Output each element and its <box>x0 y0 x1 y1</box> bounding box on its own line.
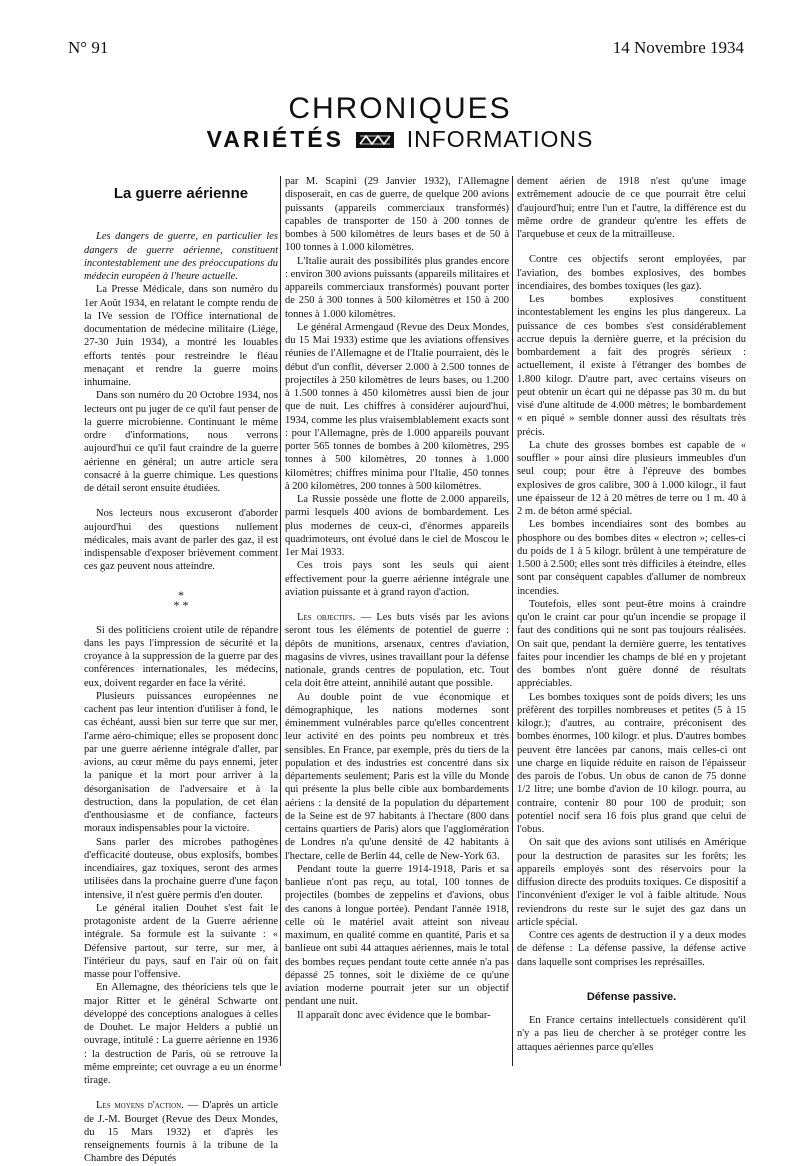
paragraph: Pendant toute la guerre 1914-1918, Paris et sa banlieue n'ont pas reçu, au total, 100 tonnes de projectiles (bombes de zeppelins et d'avions, obus des canons à longue portée). Pendant l'année 1918, celle où le matériel avait atteint son niveau maximum, en qualité comme en quantité, Paris et sa banlieue ont subi 44 attaques aériennes, mais le total des bombes reçues pendant toute cette année n'a pas dépassé 25 tonnes, soit le dixième de ce qu'une aviation moderne pourrait jeter sur un objectif pendant une nuit. <box>285 863 509 1008</box>
issue-number: N° 91 <box>68 38 109 57</box>
column-rule <box>512 176 513 1066</box>
paragraph: Au double point de vue économique et démographique, les nations modernes sont éminemment vulnérables parce qu'elles concentrent leur activité en des points peu nombreux et très sensibles. En France, par exemple, près du tiers de la population et des industries est concentré dans six départements seulement; Paris est la ville du Monde qui présente la plus belle cible aux bombardements aériens : la densité de la population du département de la Seine est de 97 habitants à l'hectare (800 dans certains quartiers de Paris) alors que l'agglomération de Londres n'a qu'une densité de 42 habitants à l'hectare, celle de Berlin 44, celle de New-York 63. <box>285 691 509 862</box>
article-title: La guerre aérienne <box>113 185 249 202</box>
masthead-right-word: INFORMATIONS <box>406 126 594 152</box>
paragraph: par M. Scapini (29 Janvier 1932), l'Allemagne disposerait, en cas de guerre, de quelque 200 avions puissants (appareils commerciaux transformés) capables de transporter de 150 à 200 tonnes de bombes à 500 kilomètres de leurs bases et de 50 à 100 tonnes à 1.000 kilomètres. <box>285 176 509 254</box>
paragraph: En Allemagne, des théoriciens tels que le major Ritter et le général Schwarte ont développé des conceptions analogues à celles de Douhet. Le major Helders a publié un ouvrage, intitulé : La guerre aérienne en 1936 : la destruction de Paris, où se retrouve la même empreinte; cet ouvrage a eu un énorme tirage. <box>84 982 278 1086</box>
paragraph: Les bombes incendiaires sont des bombes au phosphore ou des bombes dites « electron »; celles-ci du poids de 1 à 5 kilogr. brûlent à une température de 1.500 à 2.500; elles sont très difficiles à éteindre, elles sont par conséquent capables d'allumer de nombreux incendies. <box>517 519 746 597</box>
paragraph: Les objectifs. — Les buts visés par les avions seront tous les éléments de potentiel de guerre : dépôts de munitions, arsenaux, centres d'aviation, magasins de vivres, usines travaillant pour la défense nationale, grands centres de population, etc. Tout cela doit être atteint, annihilé autant que possible. <box>285 612 509 690</box>
paragraph: Ces trois pays sont les seuls qui aient effectivement pour la guerre aérienne intégrale une aviation puissante et à grand rayon d'action. <box>285 560 509 598</box>
decorative-ornament-icon <box>355 128 395 146</box>
paragraph: Dans son numéro du 20 Octobre 1934, nos lecteurs ont pu juger de ce qu'il faut penser de la guerre microbienne. Continuant le même ordre d'informations, nous verrons aujourd'hui ce qu'il faut craindre de la guerre aérienne en général; un autre article sera consacré à la guerre chimique. Les questions de détail seront ensuite étudiées. <box>84 390 278 494</box>
paragraph: En France certains intellectuels considèrent qu'il n'y a pas lieu de chercher à se protéger contre les attaques aériennes parce qu'elles <box>517 1015 746 1053</box>
paragraph: Il apparaît donc avec évidence que le bombar- <box>297 1009 491 1021</box>
paragraph: L'Italie aurait des possibilités plus grandes encore : environ 300 avions puissants (appareils militaires et appareils commerciaux transformés) pouvant porter de 250 à 300 tonnes à 500 kilomètres et 150 à 200 tonnes à 1.000 kilomètres. <box>285 255 509 320</box>
paragraph: On sait que des avions sont utilisés en Amérique pour la destruction de parasites sur les forêts; les appareils employés sont des réservoirs pour la diffusion directe des produits toxiques. Ce dispositif a l'inconvénient d'exiger le vol à faible altitude. Nous reviendrons du reste sur le sujet des gaz dans un article spécial. <box>517 837 746 928</box>
column-2 <box>285 175 509 1022</box>
masthead-left-word: VARIÉTÉS <box>206 126 344 152</box>
section-subtitle: Défense passive. <box>586 990 677 1003</box>
section-label: Les objectifs. <box>297 612 356 623</box>
column-3 <box>517 175 746 1054</box>
masthead-title: CHRONIQUES <box>288 92 512 125</box>
paragraph: Contre ces agents de destruction il y a deux modes de défense : La défense passive, la défense active dans laquelle sont comprises les représailles. <box>517 930 746 968</box>
paragraph: La Presse Médicale, dans son numéro du 1er Août 1934, en relatant le compte rendu de la IVe session de l'Office international de documentation de médecine militaire (Liége, 27-30 Juin 1934), a montré les louables efforts tentés pour restreindre le fléau menaçant et rendre la guerre moins inhumaine. <box>84 284 278 388</box>
column-1 <box>84 175 278 1166</box>
column-rule <box>280 176 281 1066</box>
paragraph: Nos lecteurs nous excuseront d'aborder aujourd'hui des questions nullement médicales, mais avant de parler des gaz, il est indispensable d'exposer brièvement comment ces gaz peuvent nous atteindre. <box>84 508 278 573</box>
paragraph: Le général Armengaud (Revue des Deux Mondes, du 15 Mai 1933) estime que les aviations offensives réunies de l'Allemagne et de l'Italie pourraient, dès le début d'un conflit, déverser 2.000 à 2.500 tonnes de projectiles à 250 kilomètres de leurs bases, ou 1.200 à 1.500 tonnes à 450 kilomètres aussi bien de jour que de nuit. Les chiffres à considérer aujourd'hui, 1934, comme les plus vraisemblablement exacts sont : pour l'Allemagne, près de 1.000 appareils pouvant porter 565 tonnes de bombes à 200 kilomètres, 295 tonnes à 500 kilomètres, 20 tonnes à 1.000 kilomètres; chiffres minima pour l'Italie, 450 tonnes à 200 kilomètres, 200 tonnes à 500 kilomètres. <box>285 321 509 492</box>
paragraph: Toutefois, elles sont peut-être moins à craindre qu'on le craint car pour qu'un incendie se propage il faut des conditions qui ne sont pas toujours réalisées. On sait que, pendant la dernière guerre, les tentatives faites pour incendier les champs de blé en y projetant des bombes n'ont guère donné de résultats appréciables. <box>517 598 746 690</box>
issue-date: 14 Novembre 1934 <box>612 38 744 57</box>
paragraph: Plusieurs puissances européennes ne cachent pas leur intention d'utiliser à fond, le cas échéant, aussi bien sur terre que sur mer, l'arme aéro-chimique; elles se proposent donc par une guerre aérienne intégrale d'aller, par avions, au cœur même du pays ennemi, jeter la panique et la mort pour arriver à la désorganisation de l'adversaire et à la destruction, dans la population, de cet élan d'enthousiasme et de confiance, facteurs moraux indispensables pour la victoire. <box>84 690 278 835</box>
paragraph: Contre ces objectifs seront employées, par l'aviation, des bombes explosives, des bombes incendiaires, des bombes toxiques (les gaz). <box>517 254 746 292</box>
section-separator: * * * <box>173 587 189 612</box>
paragraph: dement aérien de 1918 n'est qu'une image extrêmement adoucie de ce que pourrait être celui d'aujourd'hui; entre l'un et l'autre, la différence est du même ordre de grandeur qu'entre les effets de l'arquebuse et ceux de la mitrailleuse. <box>517 176 746 240</box>
paragraph: Les moyens d'action. — D'après un article de J.-M. Bourget (Revue des Deux Mondes, du 15 Mars 1932) et d'après les renseignements fournis à la tribune de la Chambre des Députés <box>84 1100 279 1165</box>
paragraph: La Russie possède une flotte de 2.000 appareils, parmi lesquels 400 avions de bombardement. Les plus modernes de ceux-ci, d'énormes appareils quadrimoteurs, ont évolué dans le ciel de Moscou le 1er Mai 1933. <box>285 494 509 558</box>
paragraph: Les bombes toxiques sont de poids divers; les uns préfèrent des torpilles nombreuses et petites (5 à 15 kilogr.); d'autres, au contraire, préconisent des bombes énormes, 100 kilogr. et plus. D'autres bombes peuvent être lancées par canons, mais celles-ci ont une charge en liquide réduite en raison de l'épaisseur des parois de l'obus. Un obus de canon de 75 donne 1/2 litre; une bombe d'avion de 10 kilogr. pourra, au contraire, contenir 80 pour 100 de produit; son potentiel nocif sera 16 fois plus grand que celui de l'obus. <box>517 691 746 835</box>
paragraph: Le général italien Douhet s'est fait le protagoniste ardent de la Guerre aérienne intégrale. Sa formule est la suivante : « Défensive partout, sur terre, sur mer, à l'intérieur du pays, sauf en l'air où on fait masse pour l'offensive. <box>84 902 278 980</box>
section-label: Les moyens d'action. <box>96 1100 184 1112</box>
article-intro: Les dangers de guerre, en particulier les dangers de guerre aérienne, constituent incontestablement une des préoccupations du médecin européen à l'heure actuelle. <box>84 231 278 282</box>
paragraph: Si des politiciens croient utile de répandre dans les pays l'impression de sécurité et la croyance à la suppression de la guerre par des conférences internationales, les médecins, eux, doivent regarder en face la vérité. <box>84 624 278 689</box>
paragraph: Sans parler des microbes pathogènes d'efficacité douteuse, obus explosifs, bombes incendiaires, gaz toxiques, seront des armes utilisées dans la prochaine guerre d'une façon intensive, il n'est guère permis d'en douter. <box>84 836 278 901</box>
masthead-subtitle <box>0 126 800 153</box>
paragraph: La chute des grosses bombes est capable de « souffler » pour ainsi dire plusieurs immeubles d'un seul coup; pour être à l'épreuve des bombes explosives de gros calibre, 300 à 1.000 kilogr., il faut une épaisseur de 12 à 20 mètres de terre ou 1 m. 40 à 2 m. de béton armé spécial. <box>517 439 746 517</box>
paragraph: Les bombes explosives constituent incontestablement les engins les plus dangereux. La puissance de ces bombes s'est considérablement accrue depuis la dernière guerre, et la précision du bombardement a fait des progrès sérieux : actuellement, il existe à l'étranger des bombes de 1.800 kilogr. D'autre part, avec certains viseurs on peut obtenir un écart qui ne dépasse pas 30 m. du but visé d'une altitude de 4.000 mètres; le bombardement « en piqué » semble donner aussi des résultats très précis. <box>517 294 746 438</box>
